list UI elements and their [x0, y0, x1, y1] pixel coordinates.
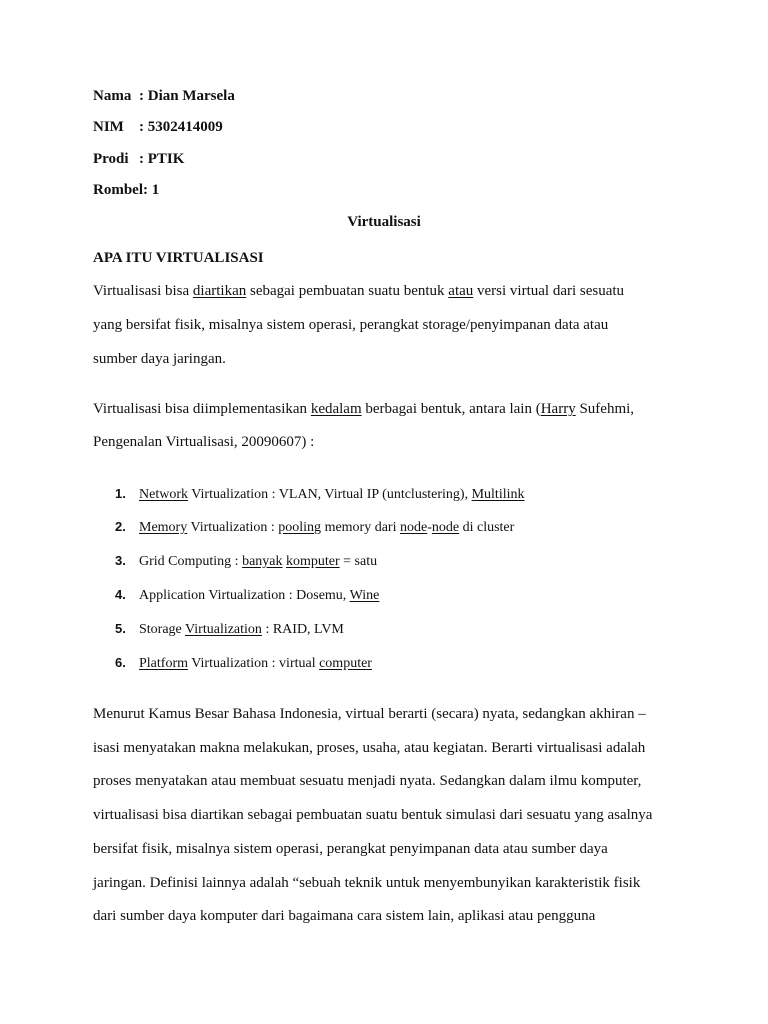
nama-value: : Dian Marsela	[139, 88, 235, 104]
list-item	[115, 655, 372, 672]
list-number: 4.	[115, 587, 126, 602]
text-run: Grid Computing :	[139, 554, 243, 569]
underlined-word: komputer	[286, 554, 340, 569]
underlined-word: Wine	[349, 588, 380, 603]
underlined-word: Network	[139, 487, 188, 502]
paragraph3-line: Menurut Kamus Besar Bahasa Indonesia, virtual berarti (secara) nyata, sedangkan akhiran –	[93, 706, 646, 722]
paragraph3-line: bersifat fisik, misalnya sistem operasi, perangkat penyimpanan data atau sumber daya	[93, 841, 608, 857]
nama-line	[93, 88, 235, 105]
text-run: sebagai pembuatan suatu bentuk	[246, 283, 449, 299]
nama-label: Nama	[93, 88, 132, 104]
text-run: Sufehmi,	[575, 401, 635, 417]
text-run: Application Virtualization : Dosemu,	[139, 588, 350, 603]
underlined-word: node	[431, 520, 460, 535]
nim-value: : 5302414009	[139, 119, 223, 135]
paragraph2-line2: Pengenalan Virtualisasi, 20090607) :	[93, 434, 315, 450]
list-item	[115, 519, 514, 536]
prodi-line	[93, 151, 184, 168]
text-run: -	[427, 520, 432, 535]
paragraph1-line1	[93, 283, 624, 300]
text-run: Virtualisasi bisa	[93, 283, 193, 299]
paragraph3-line: jaringan. Definisi lainnya adalah “sebuah teknik untuk menyembunyikan karakteristik fisik	[93, 875, 641, 891]
list-item	[115, 587, 379, 604]
underlined-word: pooling	[278, 520, 322, 535]
paragraph3-line: isasi menyatakan makna melakukan, proses, usaha, atau kegiatan. Berarti virtualisasi adalah	[93, 740, 646, 756]
list-item	[115, 621, 344, 638]
list-item	[115, 553, 377, 570]
underlined-word: Harry	[540, 401, 576, 417]
text-run: Virtualisasi bisa diimplementasikan	[93, 401, 311, 417]
text-run: memory dari	[321, 520, 400, 535]
list-item	[115, 486, 525, 503]
prodi-label: Prodi	[93, 151, 129, 167]
paragraph1-line3: sumber daya jaringan.	[93, 351, 226, 367]
list-number: 5.	[115, 621, 126, 636]
paragraph3-line: dari sumber daya komputer dari bagaimana cara sistem lain, aplikasi atau pengguna	[93, 908, 596, 924]
underlined-word: banyak	[242, 554, 283, 569]
underlined-word: Memory	[139, 520, 188, 535]
underlined-word: kedalam	[310, 401, 362, 417]
text-run: Virtualization :	[187, 520, 279, 535]
text-run: Storage	[139, 622, 186, 637]
paragraph2-line1	[93, 401, 634, 418]
underlined-word: node	[399, 520, 428, 535]
text-run: Virtualization : VLAN, Virtual IP (untclustering),	[188, 487, 472, 502]
paragraph3-line: proses menyatakan atau membuat sesuatu menjadi nyata. Sedangkan dalam ilmu komputer,	[93, 773, 642, 789]
text-run: : RAID, LVM	[261, 622, 344, 637]
paragraph3-line: virtualisasi bisa diartikan sebagai pembuatan suatu bentuk simulasi dari sesuatu yang asalnya	[93, 807, 653, 823]
text-run: berbagai bentuk, antara lain (	[361, 401, 541, 417]
paragraph1-line2: yang bersifat fisik, misalnya sistem operasi, perangkat storage/penyimpanan data atau	[93, 317, 609, 333]
document-title: Virtualisasi	[347, 214, 421, 230]
underlined-word: computer	[319, 656, 372, 671]
nim-label: NIM	[93, 119, 124, 135]
list-number: 3.	[115, 553, 126, 568]
list-number: 1.	[115, 486, 126, 501]
underlined-word: Virtualization	[185, 622, 262, 637]
underlined-word: diartikan	[192, 283, 247, 299]
section-heading: APA ITU VIRTUALISASI	[93, 250, 264, 266]
rombel-line: Rombel: 1	[93, 182, 160, 198]
underlined-word: Multilink	[471, 487, 525, 502]
list-number: 6.	[115, 655, 126, 670]
underlined-word: Platform	[139, 656, 188, 671]
text-run: = satu	[339, 554, 378, 569]
nim-line	[93, 119, 223, 136]
prodi-value: : PTIK	[139, 151, 185, 167]
underlined-word: atau	[448, 283, 474, 299]
text-run: versi virtual dari sesuatu	[473, 283, 625, 299]
text-run: Virtualization : virtual	[188, 656, 320, 671]
text-run: di cluster	[459, 520, 515, 535]
list-number: 2.	[115, 519, 126, 534]
